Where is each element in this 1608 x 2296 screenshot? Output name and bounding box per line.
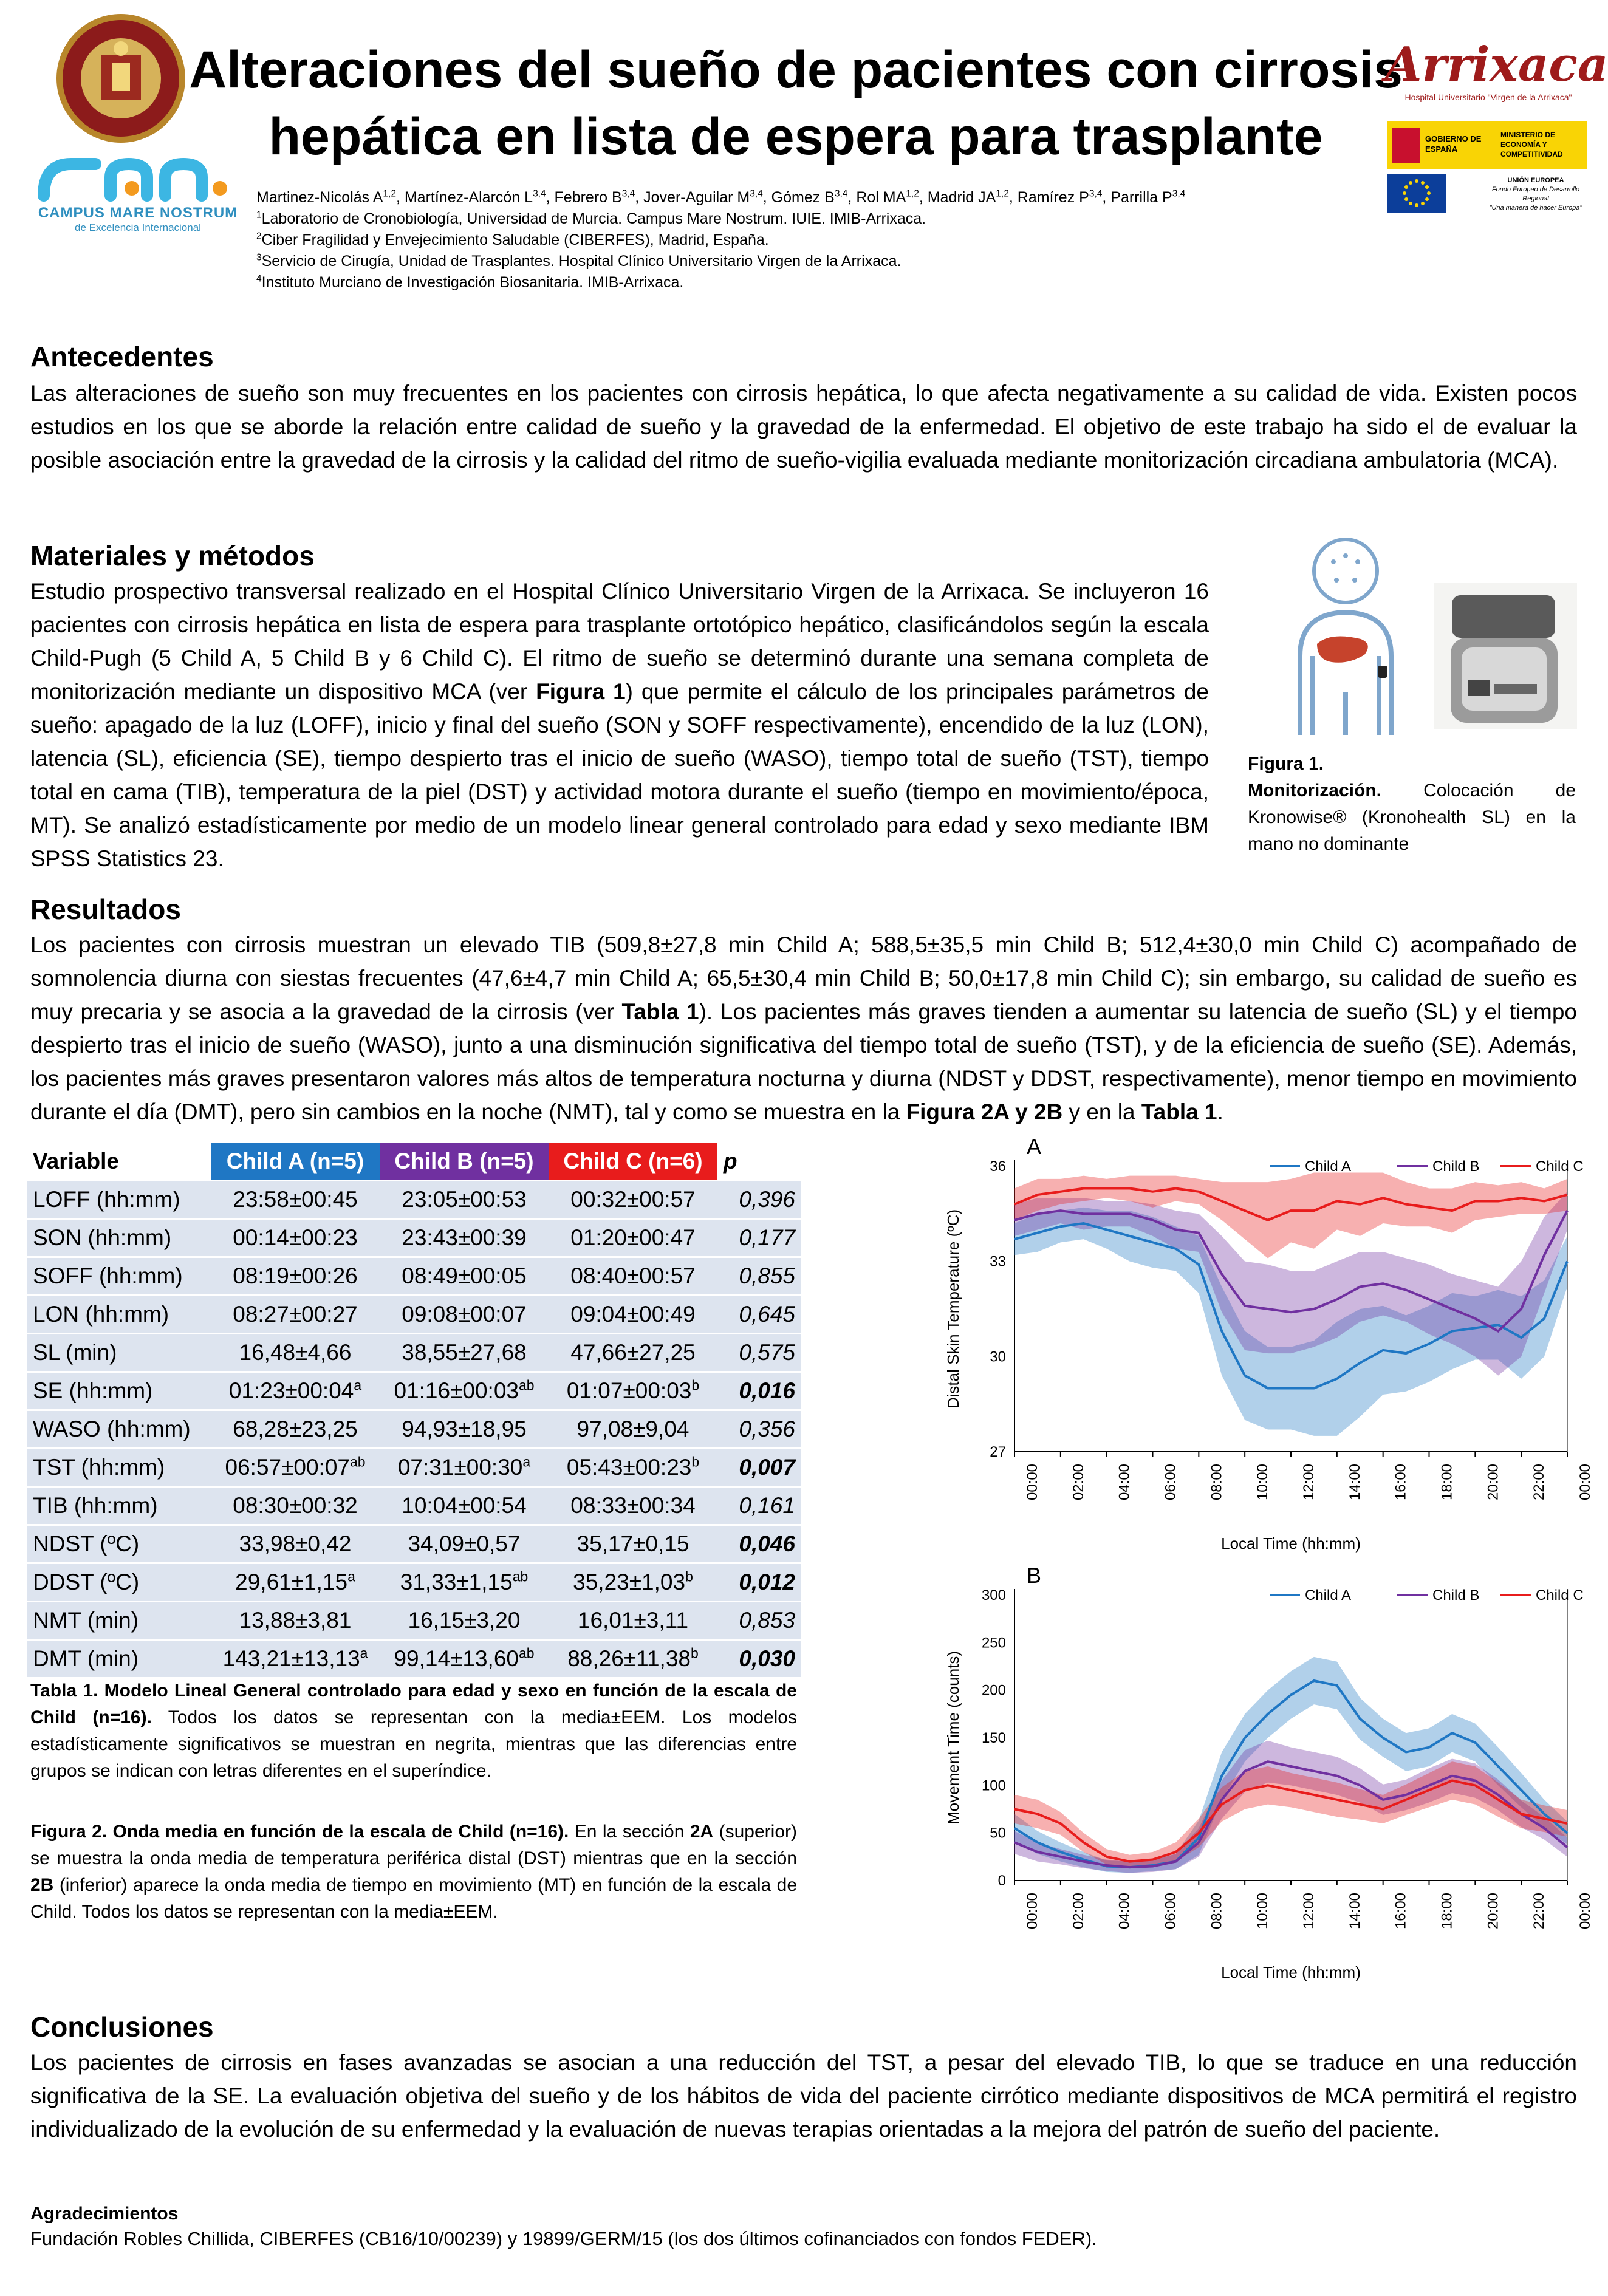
- chart-a-svg: [929, 1130, 1592, 1555]
- cell-child-c: 97,08±9,04: [549, 1410, 717, 1449]
- chart-a-y-axis-label: Distal Skin Temperature (ºC): [944, 1209, 962, 1409]
- cell-child-c: 88,26±11,38$^b$: [549, 1640, 717, 1678]
- header-variable: Variable: [27, 1143, 211, 1181]
- chart-panel-b: [929, 1559, 1592, 1984]
- cell-child-c: 09:04±00:49: [549, 1296, 717, 1334]
- cell-p-value: 0,030: [717, 1640, 801, 1678]
- gov-right-text: MINISTERIO DE ECONOMÍA Y COMPETITIVIDAD: [1500, 131, 1563, 159]
- chart-b-x-tick-label: 06:00: [1162, 1892, 1179, 1930]
- cell-child-a: 23:58±00:45: [211, 1181, 380, 1219]
- table-row: [27, 1487, 801, 1525]
- chart-a-y-tick-label: 33: [990, 1253, 1006, 1270]
- chart-b-panel-label: B: [1027, 1563, 1042, 1588]
- cell-child-c: 08:33±00:34: [549, 1487, 717, 1525]
- cell-variable: LON (hh:mm): [27, 1296, 211, 1334]
- chart-b-x-tick-label: 08:00: [1208, 1892, 1225, 1930]
- chart-a-x-tick-label: 10:00: [1254, 1463, 1271, 1501]
- eu-title: UNIÓN EUROPEA: [1507, 177, 1564, 184]
- cell-variable: WASO (hh:mm): [27, 1410, 211, 1449]
- cell-variable: TIB (hh:mm): [27, 1487, 211, 1525]
- chart-a-x-tick-label: 20:00: [1485, 1463, 1502, 1501]
- figure1-image: [1251, 535, 1579, 741]
- figure2-caption: Figura 2. Onda media en función de la escala de Child (n=16). En la sección 2A (superior) se muestra la onda media de temperatura periférica distal (DST) mientras que en la sección 2B (inferior) aparece la onda media de tiempo en movimiento (MT) en función de la escala de Child. Todos los datos se representan con la media±EEM.: [30, 1822, 797, 1922]
- chart-b-legend-label: Child A: [1305, 1587, 1352, 1604]
- university-seal-logo: [53, 12, 188, 145]
- chart-a-panel-label: A: [1027, 1134, 1042, 1159]
- chart-b-legend-label: Child C: [1536, 1587, 1584, 1604]
- gov-left-text: GOBIERNO DE ESPAÑA: [1425, 134, 1482, 154]
- metodos-heading: Materiales y métodos: [30, 540, 315, 572]
- chart-a-legend-label: Child A: [1305, 1158, 1352, 1175]
- chart-b-x-tick-label: 12:00: [1301, 1892, 1317, 1930]
- cell-variable: DMT (min): [27, 1640, 211, 1678]
- agradecimientos-text: Fundación Robles Chillida, CIBERFES (CB16/10/00239) y 19899/GERM/15 (los dos últimos cofinanciados con fondos FEDER).: [30, 2228, 1097, 2249]
- conclusiones-text: Los pacientes de cirrosis en fases avanzadas se asocian a una reducción del TST, a pesar del elevado TIB, lo que se traduce en una reducción significativa de la SE. La evaluación objetiva del sueño y de los hábitos de vida del paciente cirrótico mediante dispositivos de MCA permitirá el registro individualizado de la evolución de su enfermedad y la evaluación de nuevas terapias orientadas a la mejora del patrón de sueño del paciente.: [30, 2050, 1577, 2142]
- chart-a-y-tick-label: 30: [990, 1348, 1006, 1365]
- cell-p-value: 0,645: [717, 1296, 801, 1334]
- chart-b-x-tick-label: 14:00: [1346, 1892, 1363, 1930]
- chart-b-y-axis-label: Movement Time (counts): [944, 1650, 962, 1825]
- cell-variable: SE (hh:mm): [27, 1372, 211, 1410]
- affiliation-4: $^4$Instituto Murciano de Investigación Biosanitaria. IMIB-Arrixaca.: [256, 273, 684, 291]
- cell-variable: DDST (ºC): [27, 1563, 211, 1602]
- cell-p-value: 0,855: [717, 1257, 801, 1296]
- resultados-text: Los pacientes con cirrosis muestran un elevado TIB (509,8±27,8 min Child A; 588,5±35,5 min Child B; 512,4±30,0 min Child C) acompañado de somnolencia diurna con siestas frecuentes (47,6±4,7 min Child A; 65,5±30,4 min Child B; 50,0±17,8 min Child C); sin embargo, su calidad de sueño es muy precaria y se asocia a la gravedad de la cirrosis (ver Tabla 1). Los pacientes más graves tienden a aumentar su latencia de sueño (SL) y el tiempo despierto tras el inicio de sueño (WASO), junto a una disminución significativa del tiempo total de sueño (TST), y de la eficiencia de sueño (SE). Además, los pacientes más graves presentaron valores más altos de temperatura nocturna y diurna (NDST y DDST, respectivamente), menor tiempo en movimiento durante el día (DMT), pero sin cambios en la noche (NMT), tal y como se muestra en la Figura 2A y 2B y en la Tabla 1.: [30, 932, 1577, 1124]
- chart-a-x-tick-label: 06:00: [1162, 1463, 1179, 1501]
- cell-p-value: 0,396: [717, 1181, 801, 1219]
- cell-child-c: $05:43\pm 00:23^b$: [549, 1449, 717, 1487]
- resultados-heading: Resultados: [30, 893, 181, 925]
- chart-a-x-tick-label: 18:00: [1439, 1463, 1456, 1501]
- cmn-name: CAMPUS MARE NOSTRUM: [38, 205, 238, 221]
- cell-child-b: 99,14±13,60$^{ab}$: [380, 1640, 549, 1678]
- affiliation-1: $^1$Laboratorio de Cronobiología, Universidad de Murcia. Campus Mare Nostrum. IUIE. IMIB-Arrixaca.: [256, 210, 926, 227]
- cell-child-a: $01:23\pm 00:04^a$: [211, 1372, 380, 1410]
- cell-child-a: $06:57\pm 00:07^{ab}$: [211, 1449, 380, 1487]
- chart-b-y-tick-label: 100: [981, 1777, 1006, 1794]
- chart-b-y-tick-label: 150: [981, 1730, 1006, 1746]
- results-table: [27, 1143, 801, 1679]
- eu-flag-icon: [1387, 174, 1446, 213]
- antecedentes-text: Las alteraciones de sueño son muy frecuentes en los pacientes con cirrosis hepática, lo que afecta negativamente a su calidad de vida. Existen pocos estudios en los que se aborde la relación entre calidad de sueño y la gravedad de la enfermedad. El objetivo de este trabajo ha sido el de evaluar la posible asociación entre la gravedad de la cirrosis y la calidad del ritmo de sueño-vigilia evaluada mediante monitorización circadiana ambulatoria (MCA).: [30, 381, 1577, 473]
- chart-b-y-tick-label: 300: [981, 1587, 1006, 1604]
- figure1-caption: Figura 1. Monitorización. Colocación de Kronowise® (Kronohealth SL) en la mano no dominante: [1248, 754, 1576, 854]
- cell-child-b: $01:16\pm 00:03^{ab}$: [380, 1372, 549, 1410]
- cell-variable: NDST (ºC): [27, 1525, 211, 1563]
- cell-child-c: 35,23±1,03$^b$: [549, 1563, 717, 1602]
- eu-fund: Fondo Europeo de Desarrollo Regional: [1491, 186, 1580, 202]
- cell-child-c: 16,01±3,11: [549, 1602, 717, 1640]
- cell-child-b: 94,93±18,95: [380, 1410, 549, 1449]
- chart-a-x-tick-label: 04:00: [1116, 1463, 1133, 1501]
- cell-child-a: 29,61±1,15$^a$: [211, 1563, 380, 1602]
- chart-b-x-tick-label: 04:00: [1116, 1892, 1133, 1930]
- affiliation-3: $^3$Servicio de Cirugía, Unidad de Trasplantes. Hospital Clínico Universitario Virgen de la Arrixaca.: [256, 252, 902, 270]
- conclusiones-heading: Conclusiones: [30, 2011, 214, 2043]
- header-child-b: Child B (n=5): [380, 1143, 549, 1181]
- device-photo: [1434, 583, 1577, 729]
- cell-child-b: 23:05±00:53: [380, 1181, 549, 1219]
- cell-variable: SL (min): [27, 1334, 211, 1372]
- table-row: [27, 1181, 801, 1219]
- cell-child-a: 08:27±00:27: [211, 1296, 380, 1334]
- chart-b-x-axis-label: Local Time (hh:mm): [1221, 1963, 1361, 1981]
- table-row: [27, 1219, 801, 1257]
- header-p: p: [717, 1143, 801, 1181]
- chart-b-svg: [929, 1559, 1592, 1984]
- chart-b-x-tick-label: 00:00: [1024, 1892, 1041, 1930]
- chart-b-x-tick-label: 16:00: [1392, 1892, 1409, 1930]
- cell-child-b: 08:49±00:05: [380, 1257, 549, 1296]
- cell-child-c: 01:20±00:47: [549, 1219, 717, 1257]
- chart-b-x-tick-label: 00:00: [1577, 1892, 1593, 1930]
- cell-child-b: 09:08±00:07: [380, 1296, 549, 1334]
- eu-text: [1482, 176, 1589, 213]
- arrixaca-sub: Hospital Universitario "Virgen de la Arrixaca": [1404, 92, 1572, 102]
- chart-b-x-tick-label: 20:00: [1485, 1892, 1502, 1930]
- cell-child-b: $07:31\pm 00:30^a$: [380, 1449, 549, 1487]
- cell-child-a: 16,48±4,66: [211, 1334, 380, 1372]
- cell-p-value: 0,046: [717, 1525, 801, 1563]
- chart-a-legend-label: Child B: [1432, 1158, 1480, 1175]
- cmn-sub: de Excelencia Internacional: [75, 222, 201, 233]
- header-child-a: Child A (n=5): [211, 1143, 380, 1181]
- chart-b-y-tick-label: 200: [981, 1682, 1006, 1699]
- table-row: [27, 1257, 801, 1296]
- cell-child-b: 10:04±00:54: [380, 1487, 549, 1525]
- chart-b-legend-label: Child B: [1432, 1587, 1480, 1604]
- cell-child-b: 31,33±1,15$^{ab}$: [380, 1563, 549, 1602]
- affiliation-2: $^2$Ciber Fragilidad y Envejecimiento Saludable (CIBERFES), Madrid, España.: [256, 231, 769, 248]
- table-row: [27, 1449, 801, 1487]
- cell-child-b: 34,09±0,57: [380, 1525, 549, 1563]
- eu-motto: "Una manera de hacer Europa": [1489, 204, 1582, 211]
- cell-p-value: 0,853: [717, 1602, 801, 1640]
- table-row: [27, 1602, 801, 1640]
- chart-b-x-tick-label: 02:00: [1070, 1892, 1087, 1930]
- chart-a-x-tick-label: 16:00: [1392, 1463, 1409, 1501]
- table-row: [27, 1640, 801, 1678]
- chart-a-y-tick-label: 27: [990, 1444, 1006, 1460]
- cell-child-a: 08:30±00:32: [211, 1487, 380, 1525]
- cell-child-b: 23:43±00:39: [380, 1219, 549, 1257]
- cell-child-a: 143,21±13,13$^a$: [211, 1640, 380, 1678]
- cell-child-b: 38,55±27,68: [380, 1334, 549, 1372]
- chart-b-y-tick-label: 0: [997, 1873, 1006, 1889]
- table-row: [27, 1296, 801, 1334]
- cell-variable: SOFF (hh:mm): [27, 1257, 211, 1296]
- chart-a-x-tick-label: 00:00: [1024, 1463, 1041, 1501]
- chart-b-y-tick-label: 250: [981, 1635, 1006, 1652]
- poster-title: [182, 36, 1409, 170]
- liver-icon: [1317, 637, 1368, 663]
- header-child-c: Child C (n=6): [549, 1143, 717, 1181]
- agradecimientos-heading: Agradecimientos: [30, 2204, 179, 2224]
- antecedentes-heading: Antecedentes: [30, 341, 214, 372]
- table-row: [27, 1334, 801, 1372]
- cell-p-value: 0,161: [717, 1487, 801, 1525]
- cell-p-value: 0,016: [717, 1372, 801, 1410]
- chart-b-x-tick-label: 10:00: [1254, 1892, 1271, 1930]
- cell-variable: NMT (min): [27, 1602, 211, 1640]
- cell-child-a: 00:14±00:23: [211, 1219, 380, 1257]
- table-header-row: [27, 1143, 801, 1181]
- authors-block: [256, 187, 1350, 293]
- chart-b-x-tick-label: 22:00: [1531, 1892, 1548, 1930]
- title-line-2: hepática en lista de espera para trasplante: [269, 108, 1323, 166]
- cell-child-c: 08:40±00:57: [549, 1257, 717, 1296]
- cell-variable: SON (hh:mm): [27, 1219, 211, 1257]
- chart-a-x-axis-label: Local Time (hh:mm): [1221, 1534, 1361, 1553]
- chart-a-x-tick-label: 00:00: [1577, 1463, 1593, 1501]
- chart-a-x-tick-label: 14:00: [1346, 1463, 1363, 1501]
- arrixaca-logo: [1385, 37, 1608, 104]
- table1-caption: Tabla 1. Modelo Lineal General controlado para edad y sexo en función de la escala de Child (n=16). Todos los datos se representan con la media±EEM. Los modelos estadísticamente significativos se muestran en negrita, mientras que las diferencias entre grupos se indican con letras diferentes en el superíndice.: [30, 1681, 797, 1781]
- cell-variable: LOFF (hh:mm): [27, 1181, 211, 1219]
- chart-a-legend-label: Child C: [1536, 1158, 1584, 1175]
- cell-p-value: 0,356: [717, 1410, 801, 1449]
- chart-b-x-tick-label: 18:00: [1439, 1892, 1456, 1930]
- table-row: [27, 1525, 801, 1563]
- cell-child-a: 13,88±3,81: [211, 1602, 380, 1640]
- arrixaca-name: Arrixaca: [1385, 37, 1608, 92]
- chart-a-x-tick-label: 22:00: [1531, 1463, 1548, 1501]
- cell-p-value: 0,012: [717, 1563, 801, 1602]
- chart-panel-a: [929, 1130, 1592, 1555]
- cell-p-value: 0,575: [717, 1334, 801, 1372]
- government-logo: [1387, 121, 1587, 169]
- chart-a-x-tick-label: 02:00: [1070, 1463, 1087, 1501]
- cell-p-value: 0,007: [717, 1449, 801, 1487]
- cell-child-a: 33,98±0,42: [211, 1525, 380, 1563]
- table-row: [27, 1372, 801, 1410]
- cell-child-c: $01:07\pm 00:03^b$: [549, 1372, 717, 1410]
- chart-a-y-tick-label: 36: [990, 1158, 1006, 1175]
- cell-p-value: 0,177: [717, 1219, 801, 1257]
- cell-child-c: 35,17±0,15: [549, 1525, 717, 1563]
- cell-child-a: 08:19±00:26: [211, 1257, 380, 1296]
- chart-a-x-tick-label: 12:00: [1301, 1463, 1317, 1501]
- cell-child-c: 47,66±27,25: [549, 1334, 717, 1372]
- title-line-1: Alteraciones del sueño de pacientes con cirrosis: [189, 41, 1403, 99]
- spain-shield-icon: [1392, 128, 1420, 163]
- cell-child-c: 00:32±00:57: [549, 1181, 717, 1219]
- metodos-text: Estudio prospectivo transversal realizado en el Hospital Clínico Universitario Virgen de la Arrixaca. Se incluyeron 16 pacientes con cirrosis hepática en lista de espera para trasplante ortotópico hepático, clasificándolos según la escala Child-Pugh (5 Child A, 5 Child B y 6 Child C). El ritmo de sueño se determinó durante una semana completa de monitorización mediante un dispositivo MCA (ver Figura 1) que permite el cálculo de los principales parámetros de sueño: apagado de la luz (LOFF), inicio y final del sueño (SON y SOFF respectivamente), encendido de la luz (LON), latencia (SL), eficiencia (SE), tiempo despierto tras el inicio de sueño (WASO), tiempo total de sueño (TST), tiempo total en cama (TIB), temperatura de la piel (DST) y actividad motora durante el sueño (tiempo en movimiento/época, MT). Se analizó estadísticamente por medio de un modelo linear general controlado para edad y sexo mediante IBM SPSS Statistics 23.: [30, 579, 1209, 871]
- table-row: [27, 1563, 801, 1602]
- chart-a-x-tick-label: 08:00: [1208, 1463, 1225, 1501]
- cell-child-b: 16,15±3,20: [380, 1602, 549, 1640]
- author-list: Martinez-Nicolás A$^{1,2}$, Martínez-Alarcón L$^{3,4}$, Febrero B$^{3,4}$, Jover-Aguilar M$^{3,4}$, Gómez B$^{3,4}$, Rol MA$^{1,2}$, Madrid JA$^{1,2}$, Ramírez P$^{3,4}$, Parrilla P$^{3,4}$: [256, 188, 1186, 206]
- table-row: [27, 1410, 801, 1449]
- cell-child-a: 68,28±23,25: [211, 1410, 380, 1449]
- chart-b-y-tick-label: 50: [990, 1825, 1006, 1842]
- cell-variable: TST (hh:mm): [27, 1449, 211, 1487]
